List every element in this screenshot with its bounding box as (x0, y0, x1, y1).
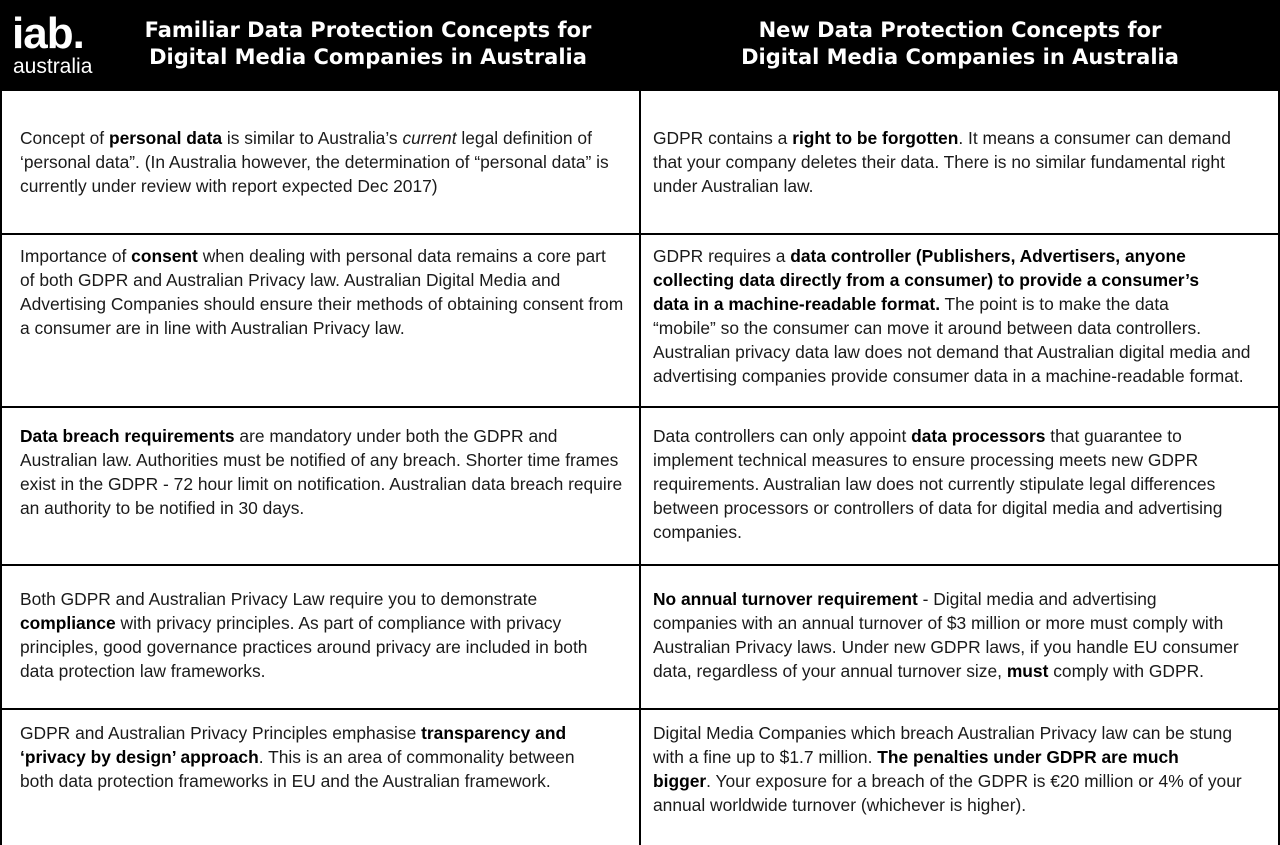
key-term: collecting data directly from a consumer) to provide a consumer’s (653, 270, 1200, 290)
text-run: when dealing with personal data remains a core part (197, 246, 606, 266)
text-run: Advertising Companies should ensure their methods of obtaining consent from (20, 294, 624, 314)
text-run: are mandatory under both the GDPR and (234, 426, 558, 446)
text-line (653, 496, 1222, 520)
familiar-concept-cell (20, 587, 587, 683)
text-line (653, 769, 1242, 793)
key-term: compliance (20, 613, 116, 633)
comparison-table (0, 91, 1280, 845)
text-run: annual worldwide turnover (whichever is higher). (653, 795, 1027, 815)
text-line (653, 316, 1250, 340)
text-line (653, 126, 1231, 150)
key-term: data controller (Publishers, Advertisers, anyone (790, 246, 1186, 266)
row-divider (0, 708, 1280, 710)
text-line (653, 292, 1250, 316)
text-line (653, 659, 1239, 683)
column-heading-new (700, 17, 1220, 71)
text-run: currently under review with report expected Dec 2017) (20, 176, 438, 196)
text-line (20, 769, 575, 793)
text-run: Both GDPR and Australian Privacy Law require you to demonstrate (20, 589, 538, 609)
text-run: is similar to Australia’s (222, 128, 403, 148)
familiar-concept-cell (20, 244, 623, 340)
row-divider (0, 406, 1280, 408)
text-line (20, 292, 623, 316)
text-line (653, 472, 1222, 496)
text-run: legal definition of (456, 128, 592, 148)
text-run: with a fine up to $1.7 million. (653, 747, 878, 767)
key-term: data processors (911, 426, 1046, 446)
text-run: data, regardless of your annual turnover size, (653, 661, 1007, 681)
text-run: between processors or controllers of data for digital media and advertising (653, 498, 1223, 518)
text-run: Data controllers can only appoint (653, 426, 912, 446)
text-line (20, 316, 623, 340)
logo-subtitle: australia (13, 55, 93, 78)
key-term: bigger (653, 771, 707, 791)
text-run: . This is an area of commonality between (258, 747, 575, 767)
text-line (20, 745, 575, 769)
key-term: The penalties under GDPR are much (877, 747, 1179, 767)
text-line (653, 721, 1242, 745)
familiar-concept-cell (20, 424, 622, 520)
text-run: under Australian law. (653, 176, 814, 196)
text-run: Australian law. Authorities must be notified of any breach. Shorter time frames (20, 450, 619, 470)
text-line (20, 659, 587, 683)
familiar-concept-cell (20, 126, 609, 198)
text-run: GDPR contains a (653, 128, 793, 148)
logo-wordmark: iab. (12, 9, 84, 58)
text-line (653, 244, 1250, 268)
key-term: must (1006, 661, 1049, 681)
text-run: Importance of (20, 246, 132, 266)
text-run: with privacy principles. As part of compliance with privacy (115, 613, 562, 633)
key-term: data in a machine-readable format. (653, 294, 941, 314)
text-run: GDPR requires a (653, 246, 791, 266)
new-concept-cell (653, 424, 1222, 544)
key-term: personal data (108, 128, 223, 148)
text-run: requirements. Australian law does not currently stipulate legal differences (653, 474, 1216, 494)
row-divider (0, 233, 1280, 235)
text-run: of both GDPR and Australian Privacy law. Australian Digital Media and (20, 270, 561, 290)
key-term: consent (131, 246, 198, 266)
text-run: a consumer are in line with Australian Privacy law. (20, 318, 405, 338)
text-line (653, 745, 1242, 769)
text-line (20, 611, 587, 635)
text-line (20, 472, 622, 496)
text-line (653, 424, 1222, 448)
text-run: GDPR and Australian Privacy Principles emphasise (20, 723, 422, 743)
text-line (653, 587, 1239, 611)
column-divider (639, 91, 641, 845)
row-divider (0, 564, 1280, 566)
text-run: that your company deletes their data. There is no similar fundamental right (653, 152, 1225, 172)
heading-line: New Data Protection Concepts for (758, 18, 1162, 42)
text-run: Australian Privacy laws. Under new GDPR laws, if you handle EU consumer (653, 637, 1239, 657)
text-line (20, 496, 622, 520)
key-term: Data breach requirements (20, 426, 235, 446)
text-run: data protection law frameworks. (20, 661, 266, 681)
text-line (20, 268, 623, 292)
text-line (20, 244, 623, 268)
text-line (653, 611, 1239, 635)
text-run: exist in the GDPR - 72 hour limit on notification. Australian data breach require (20, 474, 623, 494)
text-run: The point is to make the data (940, 294, 1169, 314)
text-line (653, 174, 1231, 198)
iab-australia-logo (12, 10, 122, 82)
text-line (653, 635, 1239, 659)
text-run: advertising companies provide consumer data in a machine-readable format. (653, 366, 1244, 386)
text-line (20, 424, 622, 448)
text-run: Australian privacy data law does not demand that Australian digital media and (653, 342, 1251, 362)
header-bar (0, 0, 1280, 91)
key-term: right to be forgotten (792, 128, 959, 148)
text-run: - Digital media and advertising (917, 589, 1157, 609)
text-line (653, 520, 1222, 544)
text-run: Digital Media Companies which breach Australian Privacy law can be stung (653, 723, 1233, 743)
text-run: that guarantee to (1045, 426, 1182, 446)
text-line (20, 150, 609, 174)
new-concept-cell (653, 244, 1250, 388)
text-run: companies with an annual turnover of $3 million or more must comply with (653, 613, 1224, 633)
text-run: both data protection frameworks in EU and the Australian framework. (20, 771, 551, 791)
text-run: principles, good governance practices around privacy are included in both (20, 637, 588, 657)
text-line (20, 126, 609, 150)
text-line (653, 150, 1231, 174)
familiar-concept-cell (20, 721, 575, 793)
heading-line: Digital Media Companies in Australia (741, 45, 1179, 69)
text-line (20, 174, 609, 198)
key-term: ‘privacy by design’ approach (20, 747, 259, 767)
text-run: . Your exposure for a breach of the GDPR is €20 million or 4% of your (706, 771, 1242, 791)
text-line (653, 793, 1242, 817)
text-line (20, 721, 575, 745)
new-concept-cell (653, 126, 1231, 198)
heading-line: Digital Media Companies in Australia (149, 45, 587, 69)
text-line (653, 340, 1250, 364)
text-line (653, 364, 1250, 388)
text-line (653, 268, 1250, 292)
text-run: implement technical measures to ensure processing meets new GDPR (653, 450, 1199, 470)
text-run: “mobile” so the consumer can move it around between data controllers. (653, 318, 1202, 338)
key-term: transparency and (421, 723, 567, 743)
text-line (20, 635, 587, 659)
column-heading-familiar (140, 17, 596, 71)
new-concept-cell (653, 587, 1239, 683)
text-run: comply with GDPR. (1048, 661, 1204, 681)
text-run: . It means a consumer can demand (958, 128, 1231, 148)
text-run: companies. (653, 522, 742, 542)
text-run: current (402, 128, 457, 148)
text-line (653, 448, 1222, 472)
text-line (20, 448, 622, 472)
table-left-border (0, 91, 2, 845)
text-run: Concept of (20, 128, 109, 148)
new-concept-cell (653, 721, 1242, 817)
text-run: ‘personal data”. (In Australia however, the determination of “personal data” is (20, 152, 609, 172)
text-run: an authority to be notified in 30 days. (20, 498, 305, 518)
heading-line: Familiar Data Protection Concepts for (144, 18, 592, 42)
text-line (20, 587, 587, 611)
key-term: No annual turnover requirement (653, 589, 918, 609)
